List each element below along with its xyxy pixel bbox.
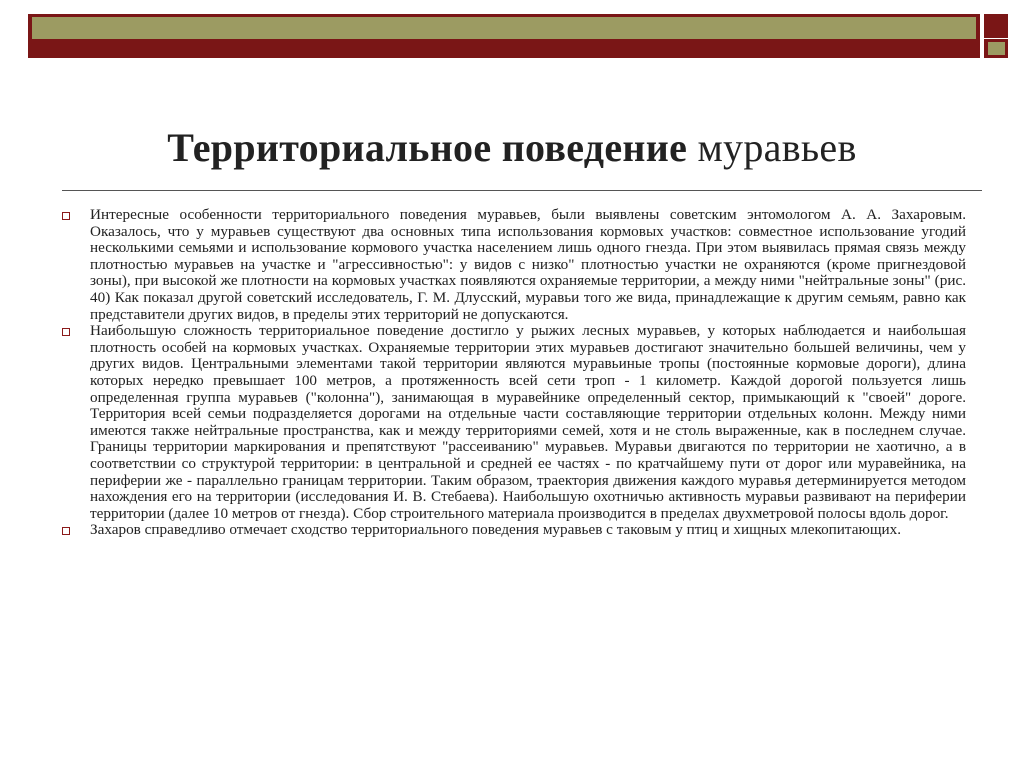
slide-title <box>0 124 1024 171</box>
bullet-text-3: Захаров справедливо отмечает сходство территориального поведения муравьев с таковым у птиц и хищных млекопитающих. <box>90 521 902 539</box>
slide-title-part1: Территориальное поведение <box>167 125 688 170</box>
header-square-olive <box>988 42 1005 55</box>
header-olive-stripe <box>32 17 976 39</box>
bullet-square-icon <box>62 328 70 336</box>
title-divider <box>62 190 982 191</box>
slide-content <box>62 207 966 539</box>
bullet-item-2 <box>62 323 966 522</box>
bullet-square-icon <box>62 527 70 535</box>
bullet-square-icon <box>62 212 70 220</box>
slide-title-part2: муравьев <box>697 125 857 170</box>
bullet-item-3 <box>62 522 966 539</box>
bullet-text-1: Интересные особенности территориального поведения муравьев, были выявлены советским энтомологом А. А. Захаровым. Оказалось, что у муравьев существуют два основных типа использования кормовых участков: совместное использование угодий несколькими семьями и использование кормового участка населением лишь одного гнезда. При этом выявилась прямая связь между плотностью муравьев на участке и "агрессивностью": у видов с низко" плотностью участки не охраняются (кроме пригнездовой зоны), при высокой же плотности на кормовых участках появляются охраняемые территории, а между ними "нейтральные зоны" (рис. 40) Как показал другой советский исследователь, Г. М. Длусский, муравьи того же вида, принадлежащие к другим семьям, равно как представители других видов, в пределы этих территорий не допускаются. <box>90 206 966 323</box>
bullet-text-2: Наибольшую сложность территориальное поведение достигло у рыжих лесных муравьев, у которых наблюдается и наибольшая плотность особей на кормовых участках. Охраняемые территории этих муравьев достигают значительно большей величины, чем у других видов. Центральными элементами такой территории являются муравьиные тропы (постоянные кормовые дороги), длина которых нередко превышает 100 метров, а протяженность всей сети троп - 1 километр. Каждой дорогой пользуется лишь определенная группа муравьев ("колонна"), занимающая в муравейнике определенный сектор, примыкающий к "своей" дороге. Территория всей семьи подразделяется дорогами на отдельные части составляющие территории отдельных колонн. Между ними имеются также нейтральные пространства, как и между территориями семей, хотя и не столь выраженные, как в последнем случае. Границы территории маркирования и препятствуют "рассеиванию" муравьев. Муравьи двигаются по территории не хаотично, а в соответствии со структурой территории: в центральной и средней ее частях - по кратчайшему пути от дорог или муравейника, на периферии же - параллельно границам территории. Таким образом, траектория движения каждого муравья детерминируется методом нахождения его на территории (исследования И. В. Стебаева). Наибольшую охотничью активность муравьи развивают на периферии территории (далее 10 метров от гнезда). Сбор строительного материала производится в пределах двухметровой полосы вдоль дорог. <box>90 322 966 522</box>
header-square-red <box>984 14 1008 38</box>
bullet-item-1 <box>62 207 966 323</box>
